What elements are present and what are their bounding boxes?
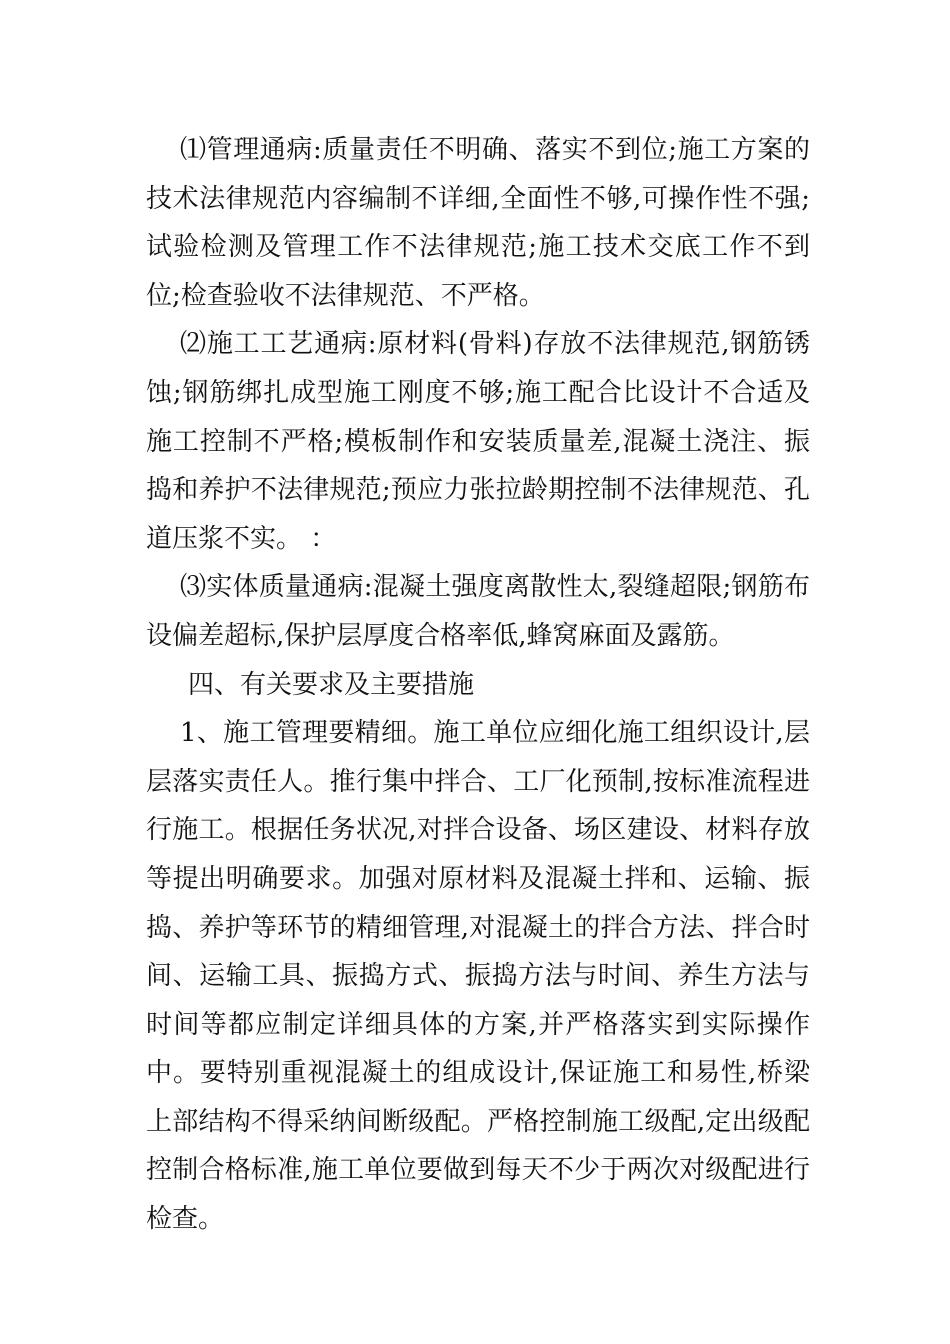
document-body bbox=[146, 126, 810, 1244]
section-heading: 四、有关要求及主要措施 bbox=[188, 669, 475, 700]
paragraph-construction-management: 1、施工管理要精细。施工单位应细化施工组织设计,层层落实责任人。推行集中拌合、工厂化预制,按标准流程进行施工。根据任务状况,对拌合设备、场区建设、材料存放等提出明确要求。加强对原材料及混凝土拌和、运输、振捣、养护等环节的精细管理,对混凝土的拌合方法、拌合时间、运输工具、振捣方式、振捣方法与时间、养生方法与时间等都应制定详细具体的方案,并严格落实到实际操作中。要特别重视混凝土的组成设计,保证施工和易性,桥梁上部结构不得采纳间断级配。严格控制施工级配,定出级配控制合格标准,施工单位要做到每天不少于两次对级配进行检查。 bbox=[146, 718, 810, 1235]
paragraph-management-defects: ⑴管理通病:质量责任不明确、落实不到位;施工方案的技术法律规范内容编制不详细,全面性不够,可操作性不强;试验检测及管理工作不法律规范;施工技术交底工作不到位;检查验收不法律规范、不严格。 bbox=[146, 135, 810, 311]
paragraph-entity-quality-defects: ⑶实体质量通病:混凝土强度离散性太,裂缝超限;钢筋布设偏差超标,保护层厚度合格率低,蜂窝麻面及露筋。 bbox=[146, 572, 810, 651]
paragraph-process-defects: ⑵施工工艺通病:原材料(骨料)存放不法律规范,钢筋锈蚀;钢筋绑扎成型施工刚度不够;施工配合比设计不合适及施工控制不严格;模板制作和安装质量差,混凝土浇注、振捣和养护不法律规范;预应力张拉龄期控制不法律规范、孔道压浆不实。 ： bbox=[146, 329, 810, 554]
